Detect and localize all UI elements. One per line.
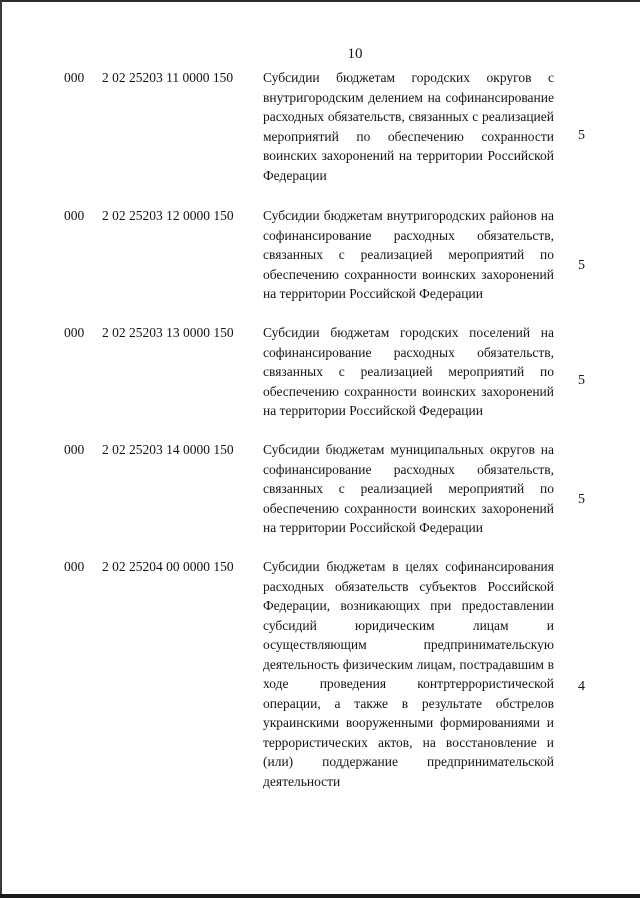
admin-code: 000	[64, 208, 85, 223]
budget-classification-code: 2 02 25203 14 0000 150	[102, 442, 234, 457]
row-description: Субсидии бюджетам муниципальных округов на софинансирование расходных обязательств, связанных с реализацией мероприятий по обеспечению сохранности воинских захоронений на территории Российской Федерации	[263, 442, 554, 535]
budget-classification-code: 2 02 25203 11 0000 150	[102, 70, 234, 85]
row-description: Субсидии бюджетам в целях софинансирования расходных обязательств субъектов Российской Федерации, возникающих при предоставлении субсидий юридическим лицам и осуществляющим предпринимательскую деятельность физическим лицам, пострадавшим в ходе проведения контртеррористической операции, а также в результате обстрелов украинскими вооруженными формированиями и террористических актов, на восстановление и (или) поддержание предпринимательской деятельности	[263, 559, 554, 789]
row-amount: 5	[578, 128, 585, 143]
row-amount: 5	[578, 373, 585, 388]
budget-classification-code: 2 02 25203 12 0000 150	[102, 208, 234, 223]
budget-classification-code: 2 02 25204 00 0000 150	[102, 559, 234, 574]
page-left-edge	[0, 0, 2, 898]
page-number: 10	[347, 46, 363, 62]
row-description: Субсидии бюджетам внутригородских районов на софинансирование расходных обязательств, связанных с реализацией мероприятий по обеспечению сохранности воинских захоронений на территории Российской Федерации	[263, 208, 554, 301]
page-bottom-edge	[0, 894, 640, 898]
row-amount: 5	[578, 258, 585, 273]
admin-code: 000	[64, 559, 85, 574]
admin-code: 000	[64, 70, 85, 85]
row-description: Субсидии бюджетам городских поселений на софинансирование расходных обязательств, связанных с реализацией мероприятий по обеспечению сохранности воинских захоронений на территории Российской Федерации	[263, 325, 554, 418]
page-top-edge	[0, 0, 640, 2]
budget-classification-code: 2 02 25203 13 0000 150	[102, 325, 234, 340]
row-description: Субсидии бюджетам городских округов с внутригородским делением на софинансирование расходных обязательств, связанных с реализацией мероприятий по обеспечению сохранности воинских захоронений на территории Российской Федерации	[263, 70, 554, 183]
row-amount: 5	[578, 492, 585, 507]
row-amount: 4	[578, 679, 585, 694]
admin-code: 000	[64, 325, 85, 340]
admin-code: 000	[64, 442, 85, 457]
